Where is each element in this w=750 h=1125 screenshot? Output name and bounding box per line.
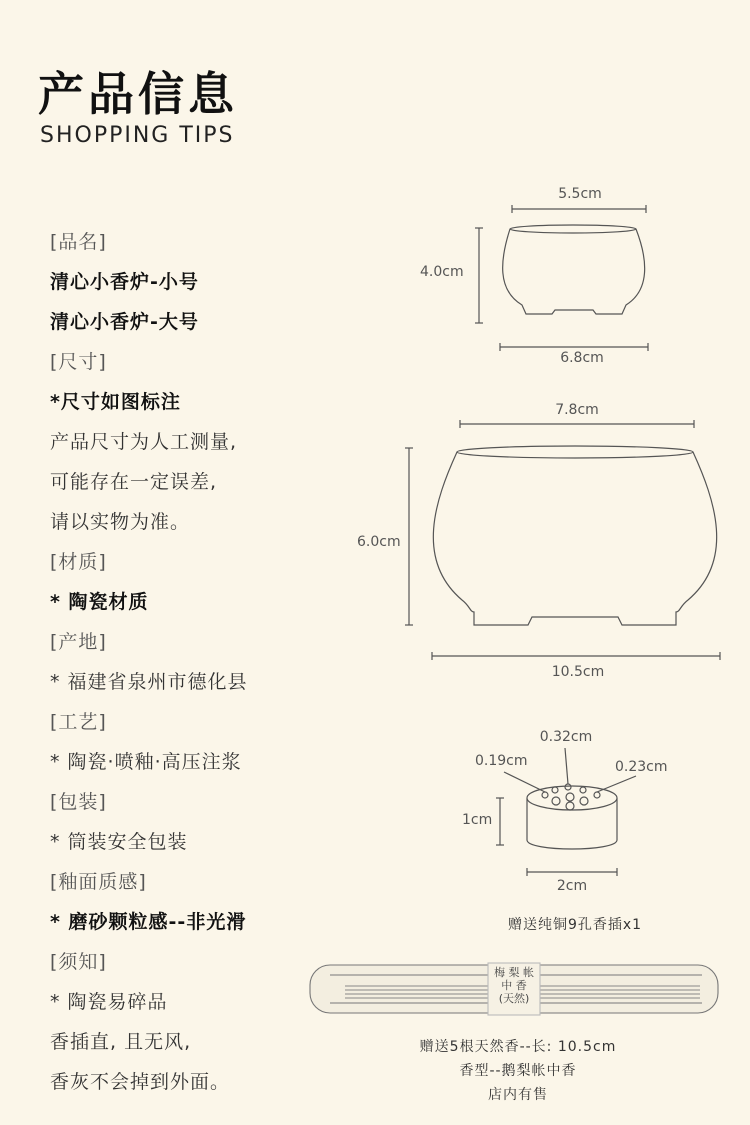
incense-caption-length: 赠送5根天然香--长: 10.5cm <box>419 1039 617 1055</box>
small-height: 4.0cm <box>420 264 464 280</box>
large-burner-drawing <box>405 420 720 660</box>
large-height: 6.0cm <box>357 534 401 550</box>
spec-line: 产品尺寸为人工测量, <box>50 431 238 453</box>
large-bottom-width: 10.5cm <box>551 664 605 680</box>
hole-center-size: 0.32cm <box>539 729 593 745</box>
spec-line: [工艺] <box>50 711 107 733</box>
spec-line: 请以实物为准。 <box>50 511 191 533</box>
page-title: 产品信息 <box>38 67 238 121</box>
spec-line: * 陶瓷·喷釉·高压注浆 <box>50 751 242 773</box>
spec-line: [材质] <box>50 551 107 573</box>
large-top-width: 7.8cm <box>555 402 599 418</box>
spec-line: * 筒装安全包装 <box>50 831 188 853</box>
tube-label: 梅 梨 帐 中 香 (天然) <box>494 966 534 1005</box>
spec-line: 香灰不会掉到外面。 <box>50 1071 231 1093</box>
small-top-width: 5.5cm <box>558 186 602 202</box>
spec-line: * 磨砂颗粒感--非光滑 <box>50 911 247 933</box>
spec-line: 清心小香炉-大号 <box>50 311 199 333</box>
spec-line: 清心小香炉-小号 <box>50 271 199 293</box>
small-burner-drawing <box>475 205 648 351</box>
holder-width: 2cm <box>556 878 588 894</box>
spec-line: [釉面质感] <box>50 871 147 893</box>
spec-line: [品名] <box>50 231 107 253</box>
spec-line: 可能存在一定误差, <box>50 471 218 493</box>
spec-line: [产地] <box>50 631 107 653</box>
small-bottom-width: 6.8cm <box>560 350 604 366</box>
holder-height: 1cm <box>462 812 493 828</box>
spec-line: * 福建省泉州市德化县 <box>50 671 248 693</box>
incense-caption-type: 香型--鹅梨帐中香 <box>459 1063 577 1079</box>
spec-line: *尺寸如图标注 <box>50 391 181 413</box>
hole-left-size: 0.19cm <box>475 753 528 769</box>
hole-right-size: 0.23cm <box>615 759 668 775</box>
holder-caption: 赠送纯铜9孔香插x1 <box>507 917 643 933</box>
page-subtitle: SHOPPING TIPS <box>40 123 235 148</box>
spec-line: [须知] <box>50 951 107 973</box>
spec-line: [尺寸] <box>50 351 107 373</box>
spec-line: * 陶瓷材质 <box>50 591 149 613</box>
incense-caption-store: 店内有售 <box>488 1087 548 1103</box>
spec-line: * 陶瓷易碎品 <box>50 991 168 1013</box>
spec-line: 香插直, 且无风, <box>50 1031 192 1053</box>
spec-line: [包装] <box>50 791 107 813</box>
